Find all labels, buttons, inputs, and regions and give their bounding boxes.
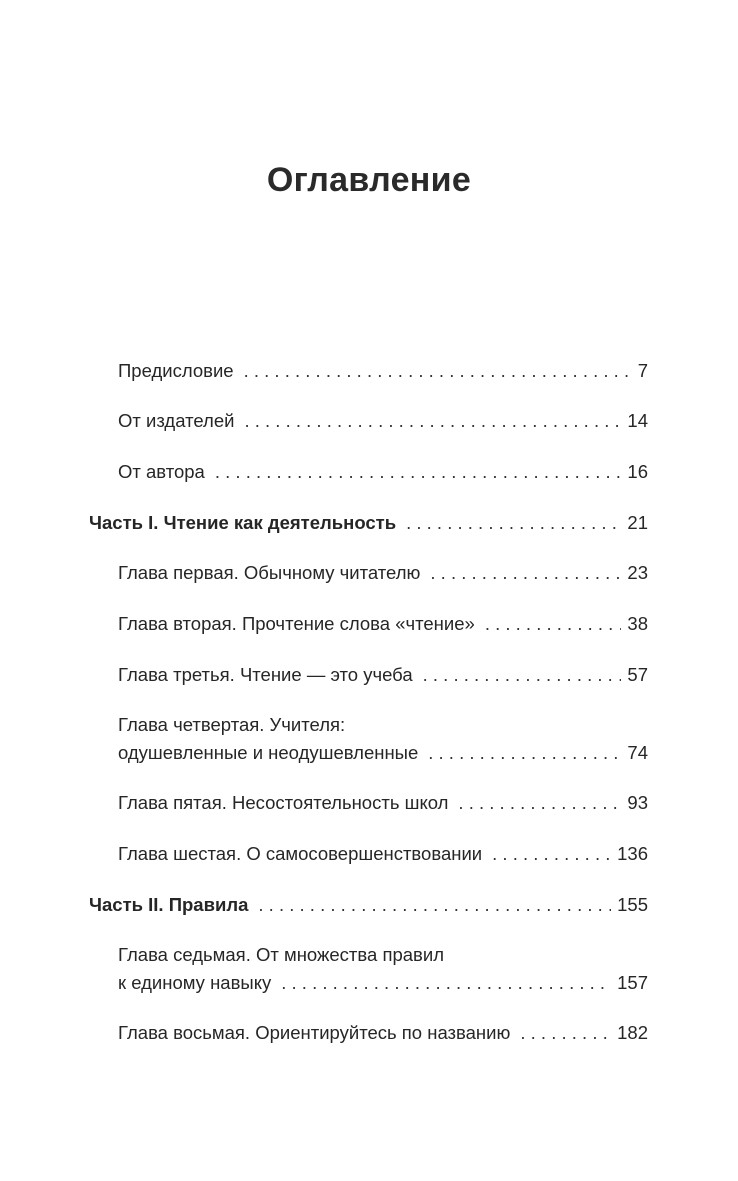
dot-leader — [520, 1019, 611, 1047]
toc-chapter-5[interactable] — [118, 789, 648, 817]
toc-entry-from-publishers[interactable] — [118, 407, 648, 435]
dot-leader — [258, 891, 611, 919]
toc-part-label: Часть II. Правила — [89, 894, 249, 915]
toc-entry-label: Глава третья. Чтение — это учеба — [118, 664, 413, 685]
toc-page-number: 136 — [617, 843, 648, 864]
dot-leader — [492, 840, 611, 868]
toc-part-2[interactable] — [89, 891, 648, 919]
toc-entry-label-line1: Глава четвертая. Учителя: — [118, 714, 346, 735]
toc-page-number: 74 — [627, 742, 648, 763]
toc-entry-label: одушевленные и неодушевленные — [118, 742, 419, 763]
toc-entry-label: От издателей — [118, 410, 235, 431]
toc-page-number: 155 — [617, 894, 648, 915]
toc-page-number: 21 — [627, 512, 648, 533]
toc-page-number: 16 — [627, 461, 648, 482]
dot-leader — [485, 610, 622, 638]
toc-entry-label: Глава шестая. О самосовершенствовании — [118, 843, 483, 864]
dot-leader — [428, 739, 621, 767]
dot-leader — [458, 789, 621, 817]
dot-leader — [244, 357, 628, 385]
toc-chapter-1[interactable] — [118, 559, 648, 587]
toc-entry-preface[interactable] — [118, 357, 648, 385]
toc-entry-label: Глава вторая. Прочтение слова «чтение» — [118, 613, 475, 634]
toc-page-number: 23 — [627, 562, 648, 583]
toc-entry-label: Глава пятая. Несостоятельность школ — [118, 792, 449, 813]
dot-leader — [430, 559, 621, 587]
dot-leader — [406, 509, 621, 537]
toc-chapter-2[interactable] — [118, 610, 648, 638]
toc-part-label: Часть I. Чтение как деятельность — [89, 512, 397, 533]
toc-page-number: 93 — [627, 792, 648, 813]
toc-chapter-4[interactable] — [118, 711, 648, 767]
dot-leader — [281, 969, 611, 997]
toc-page-number: 182 — [617, 1022, 648, 1043]
dot-leader — [423, 661, 622, 689]
toc-chapter-8[interactable] — [118, 1019, 648, 1047]
toc-part-1[interactable] — [89, 509, 648, 537]
page-title: Оглавление — [266, 160, 472, 199]
toc-chapter-6[interactable] — [118, 840, 648, 868]
toc-page-number: 38 — [627, 613, 648, 634]
toc-chapter-3[interactable] — [118, 661, 648, 689]
toc-entry-label-line1: Глава седьмая. От множества правил — [118, 944, 444, 965]
dot-leader — [244, 407, 621, 435]
toc-chapter-7[interactable] — [118, 941, 648, 997]
toc-page-number: 157 — [617, 972, 648, 993]
toc-entry-from-author[interactable] — [118, 458, 648, 486]
toc-entry-label: Глава восьмая. Ориентируйтесь по названию — [118, 1022, 511, 1043]
toc-page-number: 14 — [627, 410, 648, 431]
toc-page-number: 7 — [637, 360, 648, 381]
toc-entry-label: Предисловие — [118, 360, 234, 381]
toc-entry-label: к единому навыку — [118, 972, 272, 993]
toc-page-number: 57 — [627, 664, 648, 685]
dot-leader — [215, 458, 622, 486]
toc-entry-label: От автора — [118, 461, 205, 482]
toc-entry-label: Глава первая. Обычному читателю — [118, 562, 421, 583]
